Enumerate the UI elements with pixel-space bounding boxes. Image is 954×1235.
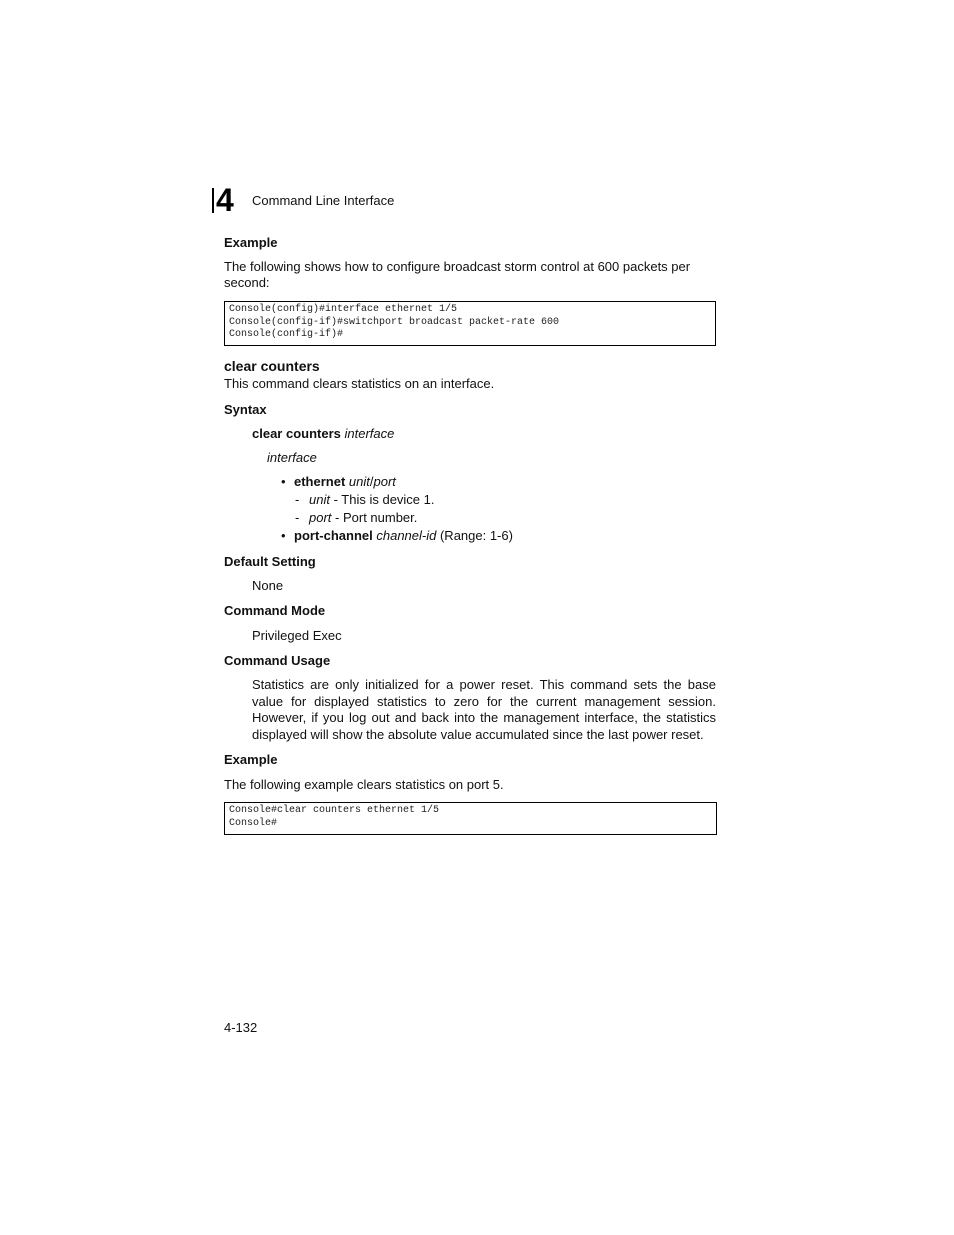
sub-item-unit xyxy=(309,492,435,509)
dash-icon: - xyxy=(295,510,300,525)
bullet-ethernet-port: port xyxy=(373,474,396,489)
code-block-example1 xyxy=(224,301,716,346)
example-heading: Example xyxy=(224,235,278,250)
sub-item-unit-term: unit xyxy=(309,492,330,507)
bullet-ethernet-sep: / xyxy=(369,474,374,489)
default-setting-value: None xyxy=(252,578,284,593)
example2-heading: Example xyxy=(224,752,278,767)
bullet-ethernet-keyword: ethernet xyxy=(294,474,346,489)
bullet-port-channel-param: channel-id xyxy=(376,528,437,543)
sub-item-port xyxy=(309,510,417,527)
code-line: Console#clear counters ethernet 1/5 xyxy=(229,805,440,816)
sub-item-port-desc: - Port number. xyxy=(331,510,418,525)
bullet-icon: • xyxy=(281,474,286,489)
chapter-marker-bar xyxy=(212,188,214,213)
command-usage-heading: Command Usage xyxy=(224,653,331,668)
code-line: Console(config-if)#switchport broadcast packet-rate 600 xyxy=(229,316,560,328)
example-intro-line2: second: xyxy=(224,275,270,290)
code-line: Console(config)#interface ethernet 1/5 xyxy=(229,304,458,315)
command-usage-text: Statistics are only initialized for a power reset. This command sets the base value for displayed statistics to zero for the current management session. However, if you log out and back into the management interface, the statistics displayed will show the absolute value accumulated since the last power reset. xyxy=(252,677,716,742)
bullet-ethernet-unit: unit xyxy=(348,474,370,489)
dash-icon: - xyxy=(295,492,300,507)
page-number: 4-132 xyxy=(224,1020,258,1035)
syntax-command-param: interface xyxy=(344,426,395,441)
command-mode-value: Privileged Exec xyxy=(252,628,342,643)
code-block-example2 xyxy=(224,802,717,835)
default-setting-heading: Default Setting xyxy=(224,554,316,569)
example2-intro: The following example clears statistics on port 5. xyxy=(224,777,504,792)
sub-item-unit-desc: - This is device 1. xyxy=(329,492,435,507)
bullet-port-channel-range: (Range: 1-6) xyxy=(436,528,513,543)
param-label: interface xyxy=(267,450,317,465)
code-line: Console# xyxy=(229,817,278,829)
syntax-command-name: clear counters xyxy=(252,426,341,441)
sub-item-port-term: port xyxy=(309,510,332,525)
syntax-heading: Syntax xyxy=(224,402,267,417)
command-mode-heading: Command Mode xyxy=(224,603,326,618)
command-title: clear counters xyxy=(224,358,320,374)
example-intro-line1: The following shows how to configure broadcast storm control at 600 packets per xyxy=(224,259,691,274)
bullet-port-channel-keyword: port-channel xyxy=(294,528,373,543)
bullet-port-channel xyxy=(294,528,513,545)
syntax-command xyxy=(252,426,394,443)
chapter-number: 4 xyxy=(216,182,234,218)
code-line: Console(config-if)# xyxy=(229,329,344,340)
running-header-title: Command Line Interface xyxy=(252,193,395,208)
bullet-ethernet xyxy=(294,474,396,491)
command-description: This command clears statistics on an interface. xyxy=(224,376,495,391)
bullet-icon: • xyxy=(281,528,286,543)
